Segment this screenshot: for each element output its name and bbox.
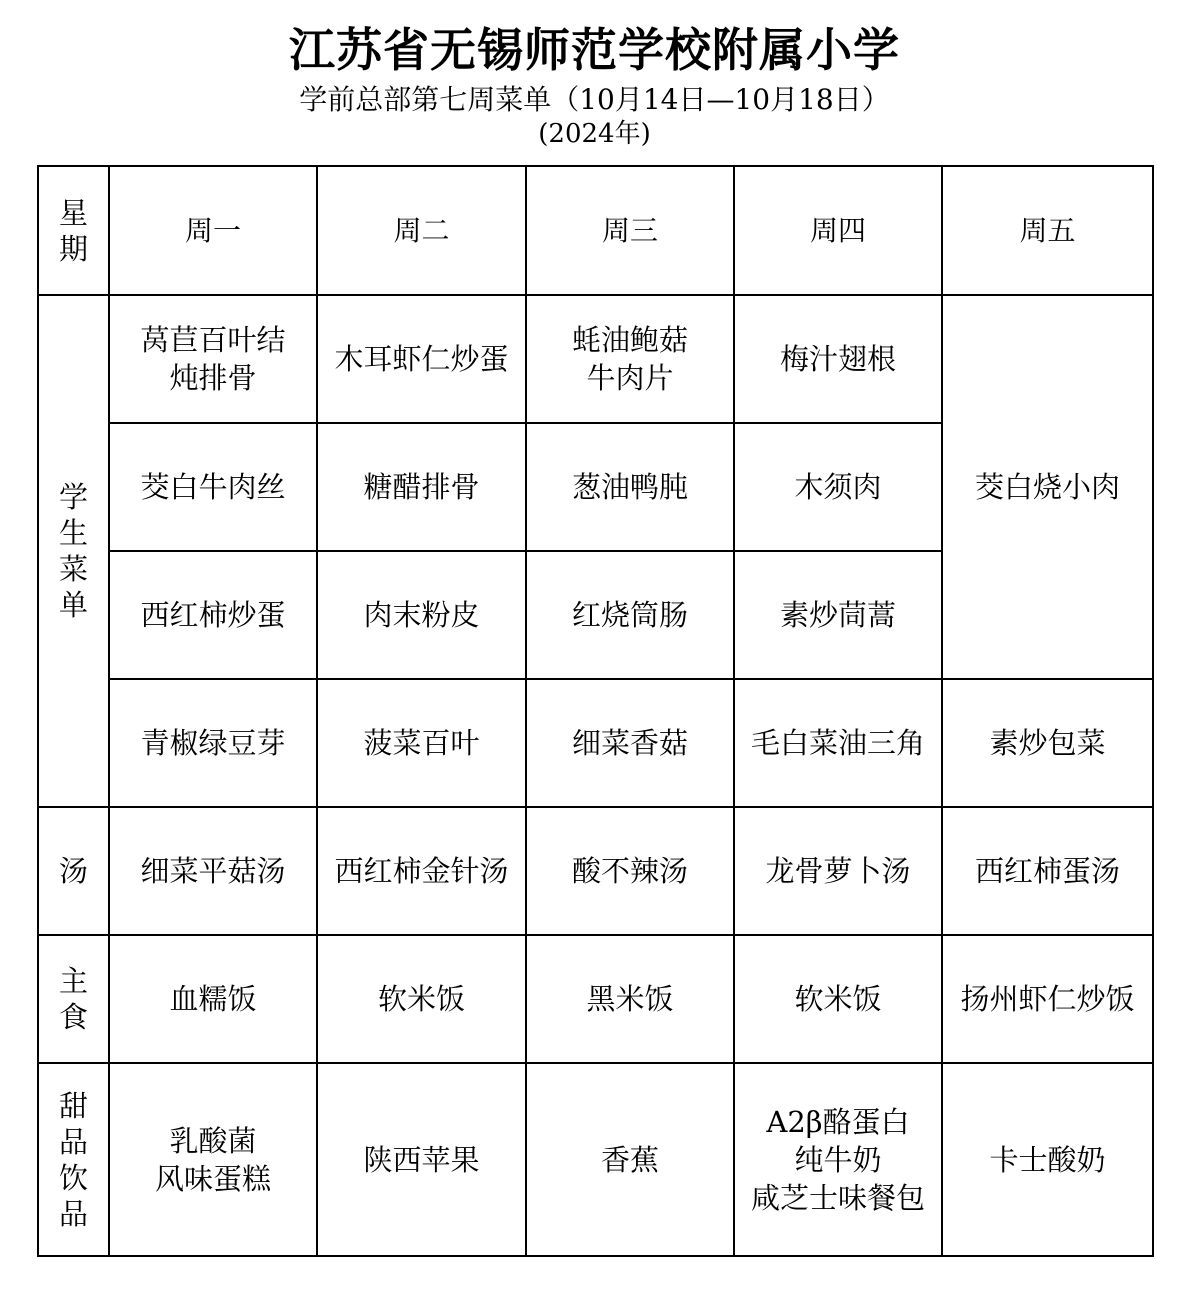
table-row-dessert (38, 1063, 1153, 1256)
menu-cell: 肉末粉皮 (317, 551, 526, 679)
menu-cell: 葱油鸭肫 (526, 423, 734, 551)
day-header-thu: 周四 (734, 166, 942, 295)
dessert-cell: 卡士酸奶 (942, 1063, 1153, 1256)
page-title: 江苏省无锡师范学校附属小学 (289, 23, 900, 77)
menu-cell: 细菜香菇 (526, 679, 734, 807)
table-row (38, 679, 1153, 807)
menu-cell: 木须肉 (734, 423, 942, 551)
soup-cell: 酸不辣汤 (526, 807, 734, 935)
menu-cell: 素炒茼蒿 (734, 551, 942, 679)
menu-cell: 茭白牛肉丝 (109, 423, 317, 551)
dessert-cell: A2β酪蛋白 纯牛奶 咸芝士味餐包 (734, 1063, 942, 1256)
section-dessert (38, 1063, 109, 1256)
soup-cell: 西红柿蛋汤 (942, 807, 1153, 935)
menu-table (37, 165, 1154, 1257)
staple-cell: 软米饭 (317, 935, 526, 1063)
dessert-cell: 陕西苹果 (317, 1063, 526, 1256)
section-label: 汤 (58, 854, 88, 888)
day-header-mon: 周一 (109, 166, 317, 295)
dessert-cell: 乳酸菌 风味蛋糕 (109, 1063, 317, 1256)
dessert-cell: 香蕉 (526, 1063, 734, 1256)
table-row-staple (38, 935, 1153, 1063)
staple-cell: 黑米饭 (526, 935, 734, 1063)
staple-cell: 血糯饭 (109, 935, 317, 1063)
menu-cell: 梅汁翅根 (734, 295, 942, 423)
section-student-menu (38, 295, 109, 807)
menu-cell: 莴苣百叶结 炖排骨 (109, 295, 317, 423)
corner-label: 星期 (58, 195, 88, 266)
section-label: 主食 (58, 964, 88, 1034)
day-header-fri: 周五 (942, 166, 1153, 295)
staple-cell: 软米饭 (734, 935, 942, 1063)
menu-cell: 西红柿炒蛋 (109, 551, 317, 679)
table-row-header (38, 166, 1153, 295)
menu-cell: 红烧筒肠 (526, 551, 734, 679)
table-row (38, 295, 1153, 423)
menu-cell: 菠菜百叶 (317, 679, 526, 807)
section-label: 甜品饮品 (58, 1088, 88, 1231)
menu-cell-friday-main: 茭白烧小肉 (942, 295, 1153, 679)
table-row-soup (38, 807, 1153, 935)
page-year: (2024年) (538, 119, 651, 149)
section-soup (38, 807, 109, 935)
menu-cell: 蚝油鲍菇 牛肉片 (526, 295, 734, 423)
menu-cell: 素炒包菜 (942, 679, 1153, 807)
menu-cell: 木耳虾仁炒蛋 (317, 295, 526, 423)
menu-cell: 毛白菜油三角 (734, 679, 942, 807)
menu-cell: 糖醋排骨 (317, 423, 526, 551)
day-header-tue: 周二 (317, 166, 526, 295)
section-label: 学生菜单 (58, 480, 88, 622)
soup-cell: 西红柿金针汤 (317, 807, 526, 935)
menu-cell: 青椒绿豆芽 (109, 679, 317, 807)
day-header-wed: 周三 (526, 166, 734, 295)
soup-cell: 细菜平菇汤 (109, 807, 317, 935)
soup-cell: 龙骨萝卜汤 (734, 807, 942, 935)
corner-cell (38, 166, 109, 295)
staple-cell: 扬州虾仁炒饭 (942, 935, 1153, 1063)
page-subtitle: 学前总部第七周菜单（10月14日—10月18日） (299, 83, 890, 116)
section-staple (38, 935, 109, 1063)
